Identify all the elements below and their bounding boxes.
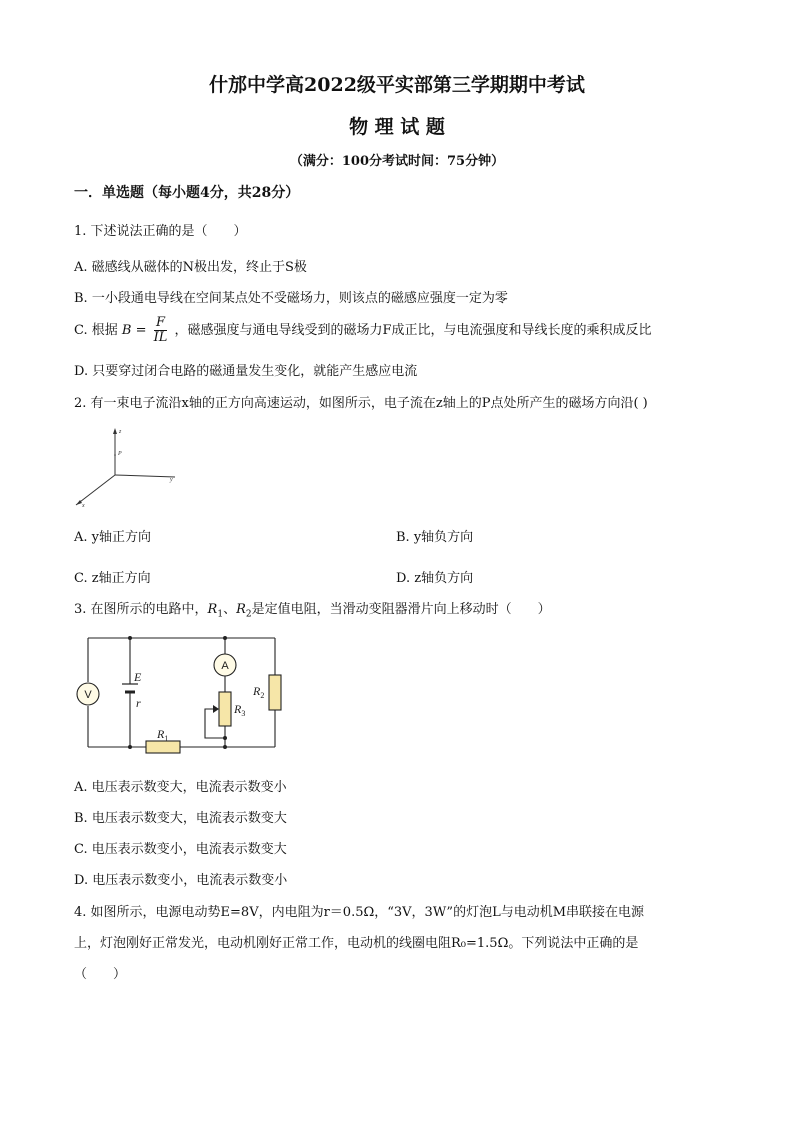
q3-stem-r1-sub: 1: [217, 609, 224, 620]
point-p: [114, 454, 116, 456]
junction-dot: [128, 745, 132, 749]
section-heading: 一．单选题（每小题4分，共28分）: [74, 185, 300, 201]
r3-resistor: [219, 692, 231, 726]
q3-stem: [74, 598, 551, 620]
p-label: P: [118, 451, 122, 457]
r2-label: $R_2$: [253, 684, 265, 700]
q4-line-2: 上，灯泡刚好正常发光，电动机刚好正常工作，电动机的线圈电阻R₀=1.5Ω。下列说法中正确的是: [74, 936, 639, 951]
q3-option-b: B. 电压表示数变大，电流表示数变大: [74, 811, 287, 826]
q2-option-b: B. y轴负方向: [396, 530, 474, 545]
q2-option-a: A. y轴正方向: [74, 530, 151, 545]
q3-stem-r1: R: [207, 602, 218, 617]
junction-dot: [223, 636, 227, 640]
exam-subtitle: 物 理 试 题: [349, 116, 445, 138]
q3-stem-prefix: 3. 在图所示的电路中，: [74, 602, 208, 617]
q3-option-c: C. 电压表示数变小，电流表示数变大: [74, 842, 287, 857]
x-axis: [76, 475, 115, 505]
r1-resistor: [146, 741, 180, 753]
r3-label: $R_3$: [234, 702, 246, 718]
q3-stem-sep: 、: [223, 602, 237, 617]
q2-option-c: C. z轴正方向: [74, 571, 151, 586]
q3-circuit-figure: [70, 630, 290, 760]
q3-option-d: D. 电压表示数变小，电流表示数变小: [74, 873, 288, 888]
junction-dot: [128, 636, 132, 640]
z-axis-arrow: [113, 428, 117, 434]
x-label: x: [82, 503, 85, 509]
q1-option-c: [74, 314, 652, 348]
q1-c-formula-den: IL: [153, 330, 168, 345]
q1-option-b: B. 一小段通电导线在空间某点处不受磁场力，则该点的磁感应强度一定为零: [74, 291, 508, 306]
exam-title: 什邡中学高2022级平实部第三学期期中考试: [209, 74, 585, 96]
q1-c-formula-fraction: [154, 316, 168, 346]
q2-axes-figure: [70, 425, 185, 513]
q2-stem: 2. 有一束电子流沿x轴的正方向高速运动，如图所示，电子流在z轴上的P点处所产生的磁场方向沿( ): [74, 396, 648, 411]
q4-line-1: 4. 如图所示，电源电动势E=8V，内电阻为r＝0.5Ω，“3V，3W”的灯泡L与电动机M串联接在电源: [74, 905, 645, 920]
exam-info: （满分：100分考试时间：75分钟）: [289, 154, 505, 169]
q4-line-3: （ ）: [74, 967, 127, 982]
q1-c-formula-num: F: [154, 316, 168, 331]
y-axis: [115, 475, 175, 477]
r1-label: $R_1$: [157, 727, 169, 743]
junction-dot: [223, 745, 227, 749]
q2-option-d: D. z轴负方向: [396, 571, 474, 586]
ammeter-label: A: [221, 660, 229, 672]
q1-c-prefix: C. 根据: [74, 323, 118, 338]
q1-option-d: D. 只要穿过闭合电路的磁通量发生变化，就能产生感应电流: [74, 364, 418, 379]
q1-c-suffix: ，磁感强度与通电导线受到的磁场力F成正比，与电流强度和导线长度的乘积成反比: [174, 323, 652, 338]
q1-c-formula-lhs: B =: [121, 323, 147, 338]
q1-stem: 1. 下述说法正确的是（ ）: [74, 224, 247, 239]
e-label: E: [134, 670, 142, 684]
q3-stem-suffix: 是定值电阻，当滑动变阻器滑片向上移动时（ ）: [251, 602, 551, 617]
q1-option-a: A. 磁感线从磁体的N极出发，终止于S极: [74, 260, 307, 275]
y-label: y: [170, 477, 173, 483]
junction-dot: [223, 736, 227, 740]
voltmeter-label: V: [84, 689, 92, 701]
q3-stem-r2-sub: 2: [245, 609, 252, 620]
slider-arrow-icon: [213, 705, 219, 713]
q3-option-a: A. 电压表示数变大，电流表示数变小: [74, 780, 287, 795]
z-label: z: [119, 429, 122, 435]
r2-resistor: [269, 675, 281, 710]
r-label: r: [136, 696, 141, 710]
q3-stem-r2: R: [236, 602, 246, 617]
